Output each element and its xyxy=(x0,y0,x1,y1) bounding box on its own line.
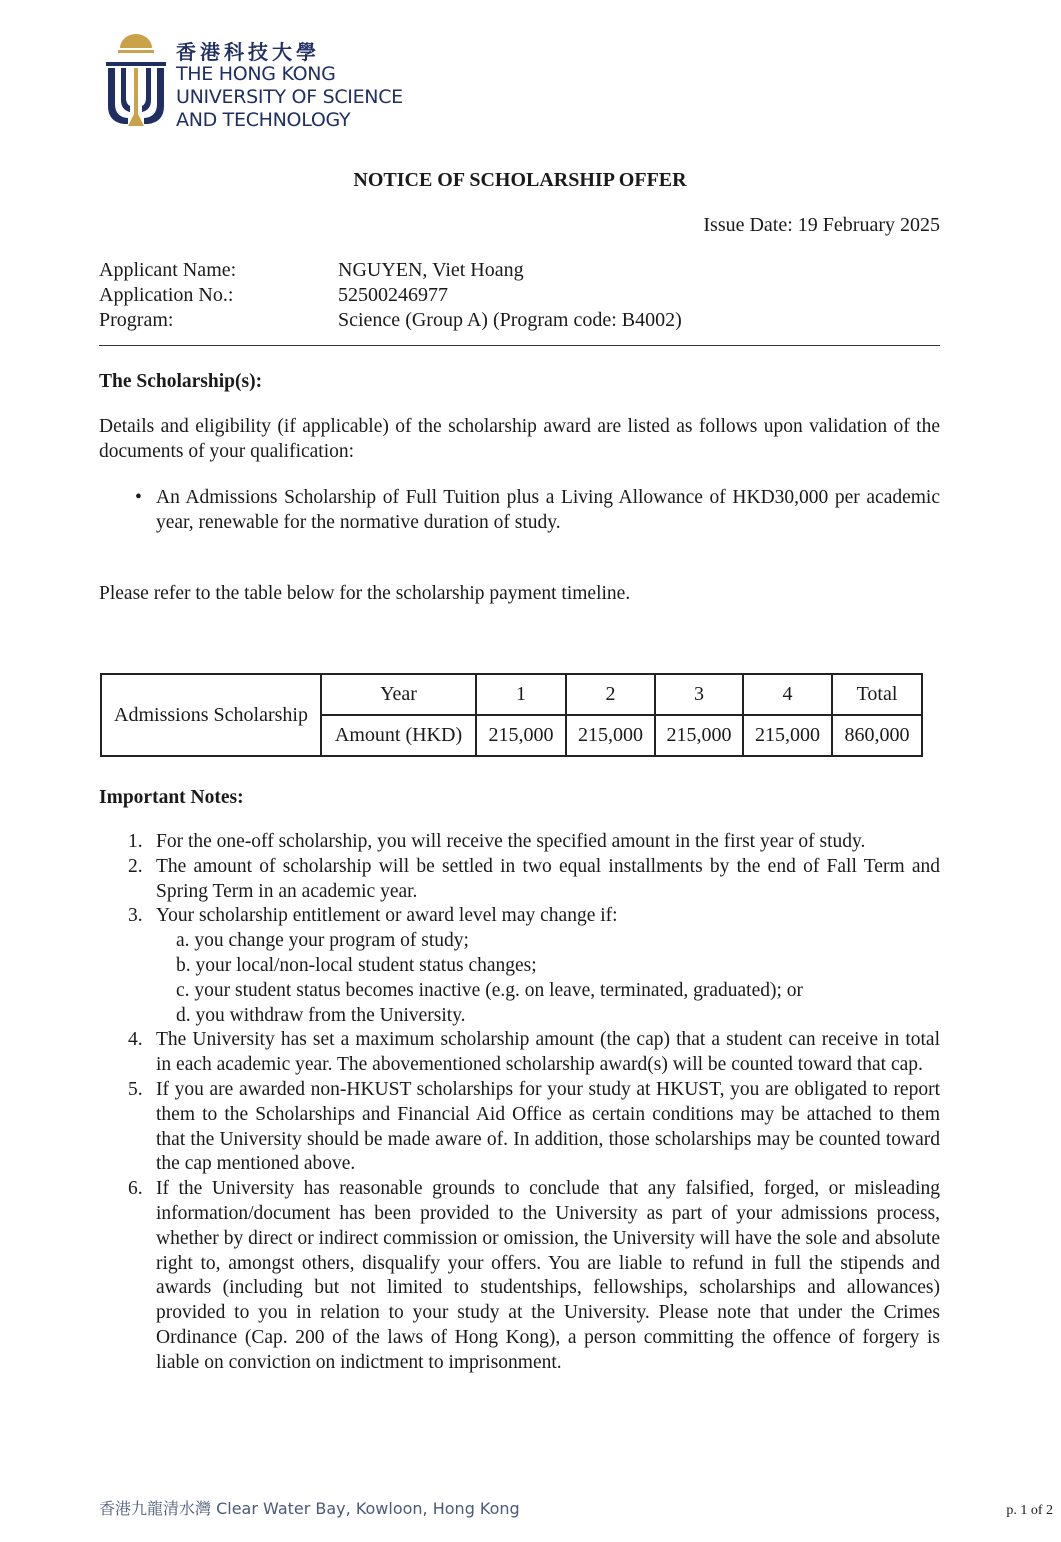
year-cell: 2 xyxy=(566,674,655,715)
note-text: The amount of scholarship will be settled in two equal installments by the end of Fall Term and Spring Term in an academic year. xyxy=(156,855,940,902)
scholarship-intro: Details and eligibility (if applicable) of the scholarship award are listed as follows upon validation of the documents of your qualification: xyxy=(99,416,940,462)
amount-cell: 215,000 xyxy=(743,715,832,756)
applicant-name-label: Applicant Name: xyxy=(99,259,237,281)
list-item: 1. For the one-off scholarship, you will receive the specified amount in the first year of study. xyxy=(128,831,866,852)
sub-item: c. your student status becomes inactive (e.g. on leave, terminated, graduated); or xyxy=(176,979,804,1001)
scholarship-payment-table xyxy=(100,673,923,757)
bullet-icon: • xyxy=(135,487,142,508)
amount-cell: 215,000 xyxy=(566,715,655,756)
notes-heading: Important Notes: xyxy=(99,787,244,808)
amount-label-cell: Amount (HKD) xyxy=(321,715,476,756)
logo-english-line-1: THE HONG KONG xyxy=(176,63,336,85)
list-item: 2. The amount of scholarship will be settled in two equal installments by the end of Fall Term and Spring Term in an academic year. xyxy=(128,855,940,902)
amount-cell: 215,000 xyxy=(655,715,743,756)
list-item: 6. If the University has reasonable grounds to conclude that any falsified, forged, or misleading information/document has been provided to the University as part of your admissions process, whether by direct or indirect commission or omission, the University will have the sole and absolute right to, amongst others, disqualify your offers. You are liable to refund in full the stipends and awards (including but not limited to studentships, fellowships, scholarships and allowances) provided to you in relation to your study at the University. Please note that under the Crimes Ordinance (Cap. 200 of the laws of Hong Kong), a person committing the offence of forgery is liable on conviction on indictment to imprisonment. xyxy=(128,1178,940,1373)
program-label: Program: xyxy=(99,309,174,331)
page-number: p. 1 of 2 xyxy=(1006,1503,1053,1518)
section-divider xyxy=(99,345,940,346)
year-cell: 3 xyxy=(655,674,743,715)
note-text: If you are awarded non-HKUST scholarships for your study at HKUST, you are obligated to report them to the Scholarships and Financial Aid Office as certain conditions may be attached to them that the University should be made aware of. In addition, those scholarships may be counted toward the cap mentioned above. xyxy=(156,1078,940,1175)
program-value: Science (Group A) (Program code: B4002) xyxy=(338,309,682,331)
notes-list xyxy=(128,830,940,1376)
list-item: 4. The University has set a maximum scholarship amount (the cap) that a student can receive in total in each academic year. The abovementioned scholarship award(s) will be counted toward that cap. xyxy=(128,1029,940,1076)
logo-english-line-2: UNIVERSITY OF SCIENCE xyxy=(176,86,403,108)
application-number-label: Application No.: xyxy=(99,284,234,306)
table-row-head: Admissions Scholarship xyxy=(101,674,321,756)
note-text: For the one-off scholarship, you will receive the specified amount in the first year of study. xyxy=(156,831,866,852)
note-text: The University has set a maximum scholarship amount (the cap) that a student can receive in total in each academic year. The abovementioned scholarship award(s) will be counted toward that cap. xyxy=(156,1029,940,1076)
amount-cell: 215,000 xyxy=(476,715,566,756)
table-row xyxy=(101,674,922,715)
applicant-name-value: NGUYEN, Viet Hoang xyxy=(338,259,524,281)
issue-date: Issue Date: 19 February 2025 xyxy=(703,214,940,236)
sub-item: a. you change your program of study; xyxy=(176,930,469,952)
footer-address: 香港九龍清水灣 Clear Water Bay, Kowloon, Hong Kong xyxy=(99,1499,520,1518)
sub-item: b. your local/non-local student status changes; xyxy=(176,954,537,976)
scholarship-heading: The Scholarship(s): xyxy=(99,371,263,392)
hkust-emblem-icon xyxy=(104,34,168,134)
scholarship-bullet xyxy=(135,485,940,535)
logo-english-line-3: AND TECHNOLOGY xyxy=(176,109,351,131)
list-item: 5. If you are awarded non-HKUST scholarships for your study at HKUST, you are obligated to report them to the Scholarships and Financial Aid Office as certain conditions may be attached to them that the University should be made aware of. In addition, those scholarships may be counted toward the cap mentioned above. xyxy=(128,1078,940,1175)
logo-chinese-name: 香港科技大學 xyxy=(176,40,320,64)
document-title: NOTICE OF SCHOLARSHIP OFFER xyxy=(353,169,687,191)
year-cell: 4 xyxy=(743,674,832,715)
year-cell: 1 xyxy=(476,674,566,715)
table-reference: Please refer to the table below for the scholarship payment timeline. xyxy=(99,583,631,604)
note-text: Your scholarship entitlement or award level may change if: xyxy=(156,905,618,927)
list-item: 3. Your scholarship entitlement or award level may change if: a. you change your program of study; b. your local/non-local student status changes; c. your student status becomes inactive (e.g. on leave, terminated, graduated); or d. you withdraw from the University. xyxy=(128,904,940,1028)
year-label-cell: Year xyxy=(321,674,476,715)
university-logo xyxy=(104,34,404,134)
sub-item: d. you withdraw from the University. xyxy=(176,1004,466,1026)
application-number-value: 52500246977 xyxy=(338,284,448,306)
total-label-cell: Total xyxy=(832,674,922,715)
note-text: If the University has reasonable grounds to conclude that any falsified, forged, or misleading information/document has been provided to the University as part of your admissions process, whether by direct or indirect commission or omission, the University will have the sole and absolute right to, amongst others, disqualify your offers. You are liable to refund in full the stipends and awards (including but not limited to studentships, fellowships, scholarships and allowances) provided to you in relation to your study at the University. Please note that under the Crimes Ordinance (Cap. 200 of the laws of Hong Kong), a person committing the offence of forgery is liable on conviction on indictment to imprisonment. xyxy=(156,1178,940,1373)
scholarship-bullet-text: An Admissions Scholarship of Full Tuition plus a Living Allowance of HKD30,000 per academic year, renewable for the normative duration of study. xyxy=(156,487,940,533)
total-amount-cell: 860,000 xyxy=(832,715,922,756)
